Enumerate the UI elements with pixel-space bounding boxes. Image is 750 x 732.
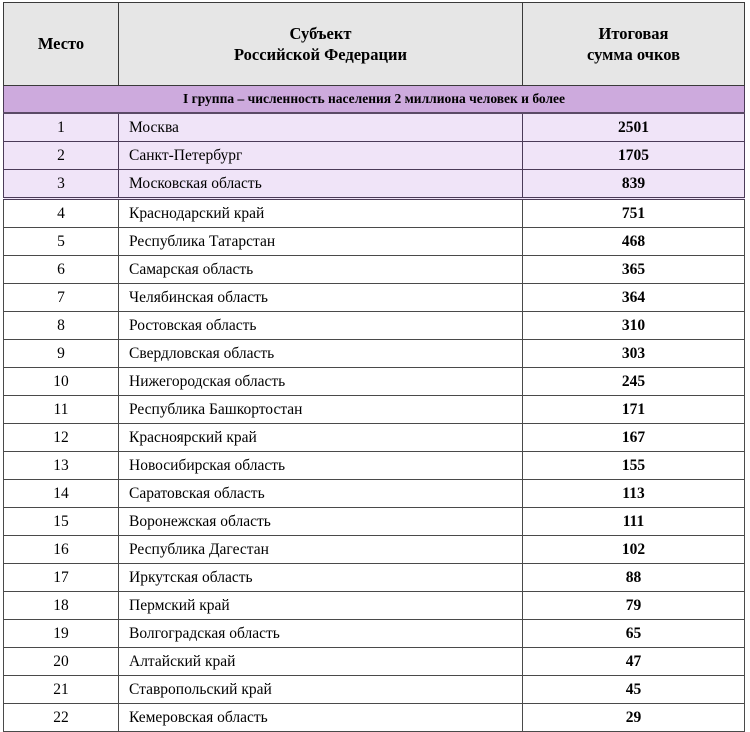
- table-row: [4, 142, 745, 170]
- cell-region: Воронежская область: [119, 508, 523, 536]
- cell-points: 364: [523, 284, 745, 312]
- header-row: [4, 3, 745, 86]
- cell-region: Самарская область: [119, 256, 523, 284]
- cell-place: 10: [4, 368, 119, 396]
- cell-place: 20: [4, 648, 119, 676]
- cell-points: 303: [523, 340, 745, 368]
- cell-points: 167: [523, 424, 745, 452]
- cell-place: 5: [4, 228, 119, 256]
- cell-region: Алтайский край: [119, 648, 523, 676]
- cell-place: 11: [4, 396, 119, 424]
- table-row: [4, 199, 745, 228]
- table-row: [4, 424, 745, 452]
- cell-points: 468: [523, 228, 745, 256]
- cell-region: Краснодарский край: [119, 199, 523, 228]
- column-header-points-line-2: сумма очков: [586, 45, 681, 64]
- cell-points: 310: [523, 312, 745, 340]
- cell-place: 4: [4, 199, 119, 228]
- cell-place: 22: [4, 704, 119, 732]
- cell-points: 88: [523, 564, 745, 592]
- cell-region: Новосибирская область: [119, 452, 523, 480]
- cell-region: Красноярский край: [119, 424, 523, 452]
- cell-region: Республика Башкортостан: [119, 396, 523, 424]
- table-row: [4, 704, 745, 732]
- cell-place: 8: [4, 312, 119, 340]
- cell-region: Московская область: [119, 170, 523, 199]
- column-header-points: [523, 3, 745, 86]
- cell-place: 16: [4, 536, 119, 564]
- cell-region: Санкт-Петербург: [119, 142, 523, 170]
- cell-place: 2: [4, 142, 119, 170]
- table-row: [4, 620, 745, 648]
- cell-place: 19: [4, 620, 119, 648]
- table-row: [4, 536, 745, 564]
- cell-region: Ростовская область: [119, 312, 523, 340]
- cell-region: Челябинская область: [119, 284, 523, 312]
- cell-region: Республика Дагестан: [119, 536, 523, 564]
- cell-points: 839: [523, 170, 745, 199]
- cell-points: 29: [523, 704, 745, 732]
- table-row: [4, 170, 745, 199]
- table-row: [4, 648, 745, 676]
- column-header-region: [119, 3, 523, 86]
- table-row: [4, 113, 745, 142]
- cell-place: 9: [4, 340, 119, 368]
- table-row: [4, 592, 745, 620]
- table-body: [4, 86, 745, 732]
- cell-points: 2501: [523, 113, 745, 142]
- cell-points: 1705: [523, 142, 745, 170]
- cell-place: 6: [4, 256, 119, 284]
- cell-place: 18: [4, 592, 119, 620]
- cell-place: 7: [4, 284, 119, 312]
- column-header-points-line-1: Итоговая: [598, 23, 669, 43]
- table-row: [4, 228, 745, 256]
- table-row: [4, 340, 745, 368]
- table-row: [4, 676, 745, 704]
- group-banner-row: [4, 86, 745, 114]
- cell-place: 14: [4, 480, 119, 508]
- table-row: [4, 480, 745, 508]
- group-banner-label: I группа – численность населения 2 миллиона человек и более: [4, 86, 745, 114]
- cell-region: Иркутская область: [119, 564, 523, 592]
- cell-place: 15: [4, 508, 119, 536]
- table-row: [4, 396, 745, 424]
- cell-region: Москва: [119, 113, 523, 142]
- cell-region: Кемеровская область: [119, 704, 523, 732]
- cell-points: 245: [523, 368, 745, 396]
- cell-region: Саратовская область: [119, 480, 523, 508]
- cell-points: 102: [523, 536, 745, 564]
- cell-region: Пермский край: [119, 592, 523, 620]
- table-row: [4, 312, 745, 340]
- cell-region: Ставропольский край: [119, 676, 523, 704]
- cell-place: 21: [4, 676, 119, 704]
- cell-region: Свердловская область: [119, 340, 523, 368]
- table-row: [4, 564, 745, 592]
- cell-place: 17: [4, 564, 119, 592]
- column-header-region-line-2: Российской Федерации: [234, 45, 407, 64]
- ranking-table: [3, 2, 745, 732]
- cell-points: 171: [523, 396, 745, 424]
- cell-points: 155: [523, 452, 745, 480]
- cell-points: 365: [523, 256, 745, 284]
- column-header-place: [4, 3, 119, 86]
- column-header-region-line-1: Субъект: [289, 23, 352, 43]
- cell-region: Республика Татарстан: [119, 228, 523, 256]
- table-row: [4, 284, 745, 312]
- cell-points: 65: [523, 620, 745, 648]
- cell-place: 3: [4, 170, 119, 199]
- table-header: [4, 3, 745, 86]
- cell-place: 13: [4, 452, 119, 480]
- table-row: [4, 452, 745, 480]
- table-row: [4, 256, 745, 284]
- cell-points: 45: [523, 676, 745, 704]
- cell-points: 751: [523, 199, 745, 228]
- table-row: [4, 508, 745, 536]
- cell-region: Волгоградская область: [119, 620, 523, 648]
- cell-points: 47: [523, 648, 745, 676]
- cell-place: 12: [4, 424, 119, 452]
- cell-points: 113: [523, 480, 745, 508]
- cell-points: 111: [523, 508, 745, 536]
- table-row: [4, 368, 745, 396]
- column-header-place-line-1: Место: [37, 34, 85, 54]
- cell-points: 79: [523, 592, 745, 620]
- cell-region: Нижегородская область: [119, 368, 523, 396]
- cell-place: 1: [4, 113, 119, 142]
